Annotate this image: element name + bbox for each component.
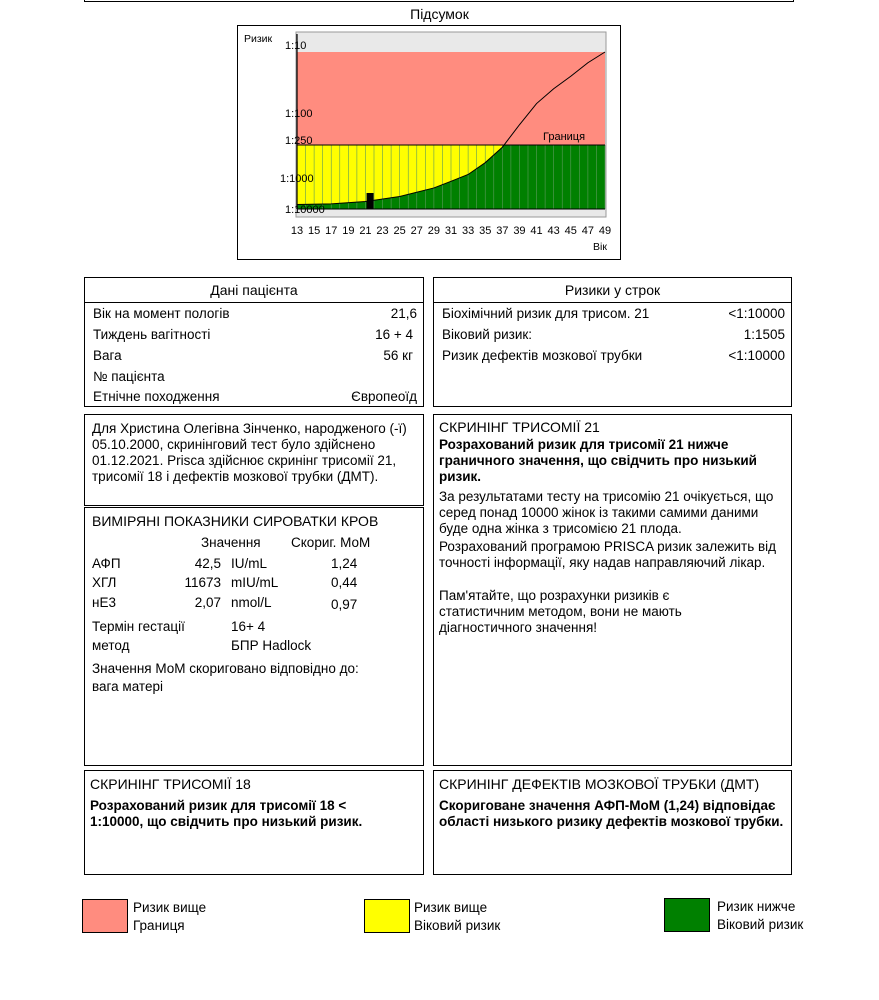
patient-row (93, 306, 417, 326)
measured-col-value: Значення (201, 535, 261, 550)
patient-row-value: 56 кг (383, 348, 413, 363)
x-tick-label: 23 (376, 225, 389, 237)
measured-value: 42,5 (194, 556, 221, 571)
legend-swatch-red (82, 899, 128, 933)
y-tick-label: 1:100 (285, 108, 313, 120)
mom-note-line2: вага матері (92, 679, 163, 694)
patient-data-title: Дані пацієнта (85, 278, 423, 303)
ntd-title: СКРИНІНГ ДЕФЕКТІВ МОЗКОВОЇ ТРУБКИ (ДМТ) (439, 776, 760, 792)
t21-title: СКРИНІНГ ТРИСОМІЇ 21 (439, 419, 600, 435)
ntd-conclusion: Скориговане значення АФП-МоМ (1,24) відповідає області низького ризику дефектів мозкової трубки. (439, 798, 784, 829)
patient-row (93, 369, 417, 389)
gestation-label: Термін гестації (92, 619, 185, 634)
legend-line2: Віковий ризик (717, 917, 804, 932)
gestation-value: 16+ 4 (231, 619, 266, 634)
patient-row-label: № пацієнта (93, 369, 165, 384)
risk-row-label: Ризик дефектів мозкової трубки (442, 348, 643, 363)
patient-row-value: 16 + 4 (375, 327, 413, 342)
measured-box (84, 507, 424, 766)
patient-row-label: Тиждень вагітності (93, 327, 211, 342)
t21-paragraph: Пам'ятайте, що розрахунки ризиків є статистичним методом, вони не мають діагностичного значення! (439, 588, 682, 635)
t21-box (433, 414, 792, 766)
measured-unit: mIU/mL (231, 575, 279, 590)
intro-text: Для Христина Олегівна Зінченко, народженого (-ї) 05.10.2000, скринінговий тест було здійснено 01.12.2021. Prisca здійснює скринінг трисомії 21, трисомії 18 і дефектів мозкової трубки (ДМТ). (92, 421, 407, 484)
x-tick-label: 25 (393, 225, 406, 237)
y-tick-label: 1:10000 (285, 204, 325, 216)
measured-mom: 1,24 (331, 556, 358, 571)
x-tick-label: 37 (496, 225, 509, 237)
y-tick-label: 1:1000 (280, 173, 314, 185)
x-tick-label: 19 (342, 225, 355, 237)
measured-title: ВИМІРЯНІ ПОКАЗНИКИ СИРОВАТКИ КРОВ (92, 513, 379, 529)
risk-row (442, 327, 785, 347)
top-border (84, 0, 794, 2)
x-tick-label: 39 (513, 225, 526, 237)
t18-title: СКРИНІНГ ТРИСОМІЇ 18 (90, 776, 251, 792)
x-tick-label: 49 (598, 225, 612, 237)
risk-row-value: <1:10000 (728, 306, 785, 321)
x-tick-label: 31 (444, 225, 458, 237)
risk-row-label: Віковий ризик: (442, 327, 533, 342)
legend-item (414, 899, 500, 935)
legend-line1: Ризик нижче (717, 899, 796, 914)
x-tick-label: 13 (290, 225, 304, 237)
measured-name: АФП (92, 556, 121, 571)
measured-name: ХГЛ (92, 575, 117, 590)
mom-note-line1: Значення МоМ скориговано відповідно до: (92, 661, 359, 676)
t21-paragraph: За результатами тесту на трисомію 21 очікується, що серед понад 10000 жінок із такими самими даними буде одна жінка з трисомією 21 плода. (439, 489, 774, 536)
legend-item (717, 898, 803, 934)
patient-row-label: Етнічне походження (93, 389, 220, 404)
risk-row (442, 348, 785, 368)
measured-mom: 0,97 (331, 597, 358, 612)
measured-value: 2,07 (194, 595, 221, 610)
measured-unit: IU/mL (231, 556, 268, 571)
patient-row-label: Вага (93, 348, 122, 363)
risk-row-label: Біохімічний ризик для трисом. 21 (442, 306, 650, 321)
patient-row (93, 327, 417, 347)
x-tick-label: 33 (461, 225, 475, 237)
x-tick-label: 29 (427, 225, 441, 237)
x-tick-label: 43 (547, 225, 560, 237)
x-tick-label: 15 (307, 225, 321, 237)
risk-row (442, 306, 785, 326)
legend-line1: Ризик вище (414, 900, 488, 915)
risk-row-value: <1:10000 (728, 348, 785, 363)
top-border-right (793, 0, 794, 1)
patient-row-label: Вік на момент пологів (93, 306, 230, 321)
measured-name: нЕ3 (92, 595, 116, 610)
risk-chart (237, 25, 621, 260)
x-tick-label: 21 (359, 225, 372, 237)
patient-row (93, 348, 417, 368)
t21-conclusion: Розрахований ризик для трисомії 21 нижче граничного значення, що свідчить про низький ризик. (439, 437, 757, 484)
x-tick-label: 27 (410, 225, 423, 237)
threshold-label: Границя (543, 131, 586, 143)
risk-chart-svg (238, 26, 620, 259)
x-tick-label: 41 (530, 225, 543, 237)
x-tick-label: 17 (325, 225, 338, 237)
y-tick-label: 1:10 (285, 40, 307, 52)
legend-swatch-yellow (364, 899, 410, 933)
patient-row-value: Європеоїд (351, 389, 417, 404)
t18-conclusion: Розрахований ризик для трисомії 18 < 1:10000, що свідчить про низький ризик. (90, 798, 363, 829)
risks-box (433, 277, 792, 407)
x-axis-label: Вік (593, 241, 607, 253)
legend-line2: Границя (133, 918, 185, 933)
measured-col-mom: Скориг. МоМ (291, 535, 371, 550)
patient-row-value: 21,6 (390, 306, 417, 321)
method-label: метод (92, 638, 130, 653)
measured-unit: nmol/L (231, 595, 272, 610)
y-axis-label: Ризик (244, 33, 273, 45)
measured-mom: 0,44 (331, 575, 358, 590)
risks-title: Ризики у строк (434, 278, 791, 303)
intro-box (84, 414, 424, 506)
y-tick-label: 1:250 (285, 135, 313, 147)
x-tick-label: 47 (581, 225, 595, 237)
t18-box (84, 770, 424, 875)
x-tick-label: 35 (479, 225, 492, 237)
method-value: БПР Hadlock (231, 638, 312, 653)
patient-data-box (84, 277, 424, 407)
ntd-box (433, 770, 792, 875)
patient-row (93, 389, 417, 409)
patient-marker (367, 193, 374, 209)
x-tick-label: 45 (564, 225, 577, 237)
legend-item (133, 899, 206, 935)
risk-row-value: 1:1505 (743, 327, 785, 342)
legend-line2: Віковий ризик (414, 918, 501, 933)
summary-title: Підсумок (410, 6, 469, 22)
legend-line1: Ризик вище (133, 900, 207, 915)
t21-paragraph: Розрахований програмою PRISCA ризик залежить від точності інформації, яку надав направляючий лікар. (439, 539, 777, 570)
legend-swatch-green (664, 898, 710, 932)
measured-value: 11673 (184, 575, 221, 590)
